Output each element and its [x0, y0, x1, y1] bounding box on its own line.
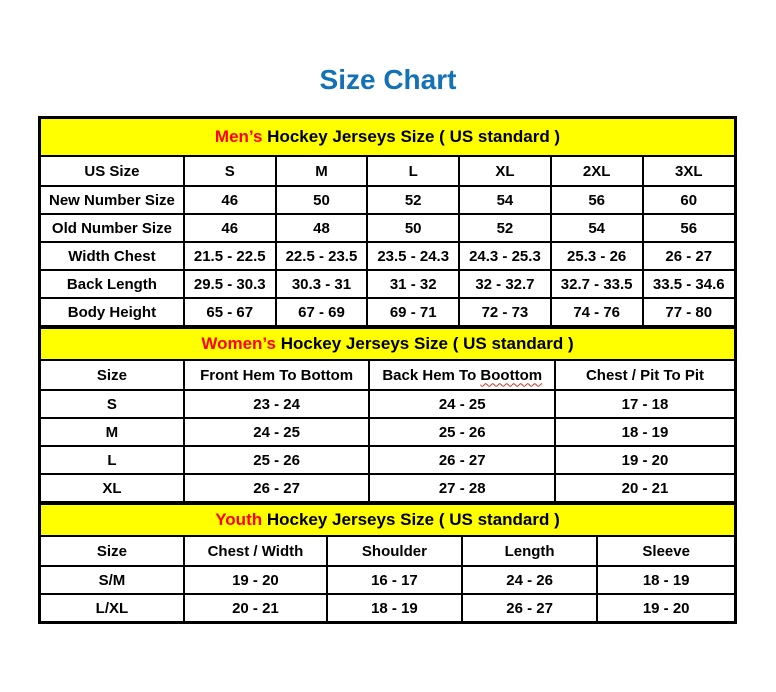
mens-column-header: S: [184, 156, 276, 186]
mens-title-accent: Men’s: [214, 127, 263, 147]
misspelled-word: Boottom: [480, 366, 543, 384]
header-text: Back Hem To: [382, 366, 481, 384]
size-value-cell: 25.3 - 26: [551, 242, 643, 270]
size-value-cell: 22.5 - 23.5: [276, 242, 368, 270]
size-value-cell: 25 - 26: [369, 418, 555, 446]
size-value-cell: 46: [184, 214, 276, 242]
size-value-cell: 52: [367, 186, 459, 214]
row-label: L/XL: [40, 594, 184, 622]
youth-section-title: [40, 504, 735, 536]
size-value-cell: 29.5 - 30.3: [184, 270, 276, 298]
mens-band-row: [40, 118, 735, 156]
row-label: XL: [40, 474, 184, 502]
size-value-cell: 16 - 17: [327, 566, 462, 594]
row-label: New Number Size: [40, 186, 184, 214]
womens-title-accent: Women’s: [201, 334, 276, 354]
size-value-cell: 74 - 76: [551, 298, 643, 326]
size-table-womens: [39, 327, 736, 503]
mens-column-header: M: [276, 156, 368, 186]
row-label: L: [40, 446, 184, 474]
size-tables-container: [38, 116, 737, 624]
size-value-cell: 23 - 24: [184, 390, 370, 418]
table-row: [40, 298, 735, 326]
youth-title-accent: Youth: [215, 510, 263, 530]
table-row: [40, 214, 735, 242]
size-value-cell: 54: [459, 186, 551, 214]
row-label: Body Height: [40, 298, 184, 326]
size-value-cell: 18 - 19: [597, 566, 735, 594]
youth-column-header: Size: [40, 536, 184, 566]
size-value-cell: 32 - 32.7: [459, 270, 551, 298]
table-row: [40, 474, 735, 502]
row-label: Width Chest: [40, 242, 184, 270]
womens-column-header: Size: [40, 360, 184, 390]
size-value-cell: 24 - 26: [462, 566, 598, 594]
mens-column-header: 3XL: [643, 156, 735, 186]
size-value-cell: 23.5 - 24.3: [367, 242, 459, 270]
size-value-cell: 20 - 21: [184, 594, 327, 622]
youth-column-header: Length: [462, 536, 598, 566]
mens-column-header: L: [367, 156, 459, 186]
size-value-cell: 25 - 26: [184, 446, 370, 474]
size-value-cell: 26 - 27: [643, 242, 735, 270]
size-value-cell: 56: [551, 186, 643, 214]
size-value-cell: 54: [551, 214, 643, 242]
size-value-cell: 50: [276, 186, 368, 214]
size-value-cell: 20 - 21: [555, 474, 735, 502]
table-row: [40, 446, 735, 474]
size-value-cell: 31 - 32: [367, 270, 459, 298]
womens-title-rest: Hockey Jerseys Size ( US standard ): [275, 334, 574, 354]
table-row: [40, 186, 735, 214]
size-value-cell: 19 - 20: [555, 446, 735, 474]
womens-section-title: [40, 328, 735, 360]
table-row: [40, 242, 735, 270]
size-value-cell: 60: [643, 186, 735, 214]
youth-column-header: Chest / Width: [184, 536, 327, 566]
size-value-cell: 21.5 - 22.5: [184, 242, 276, 270]
youth-title-rest: Hockey Jerseys Size ( US standard ): [262, 510, 560, 530]
womens-band-row: [40, 328, 735, 360]
mens-column-header: US Size: [40, 156, 184, 186]
row-label: Back Length: [40, 270, 184, 298]
size-value-cell: 26 - 27: [369, 446, 555, 474]
womens-column-header: Chest / Pit To Pit: [555, 360, 735, 390]
size-value-cell: 46: [184, 186, 276, 214]
table-row: [40, 270, 735, 298]
mens-column-header: XL: [459, 156, 551, 186]
youth-column-header: Shoulder: [327, 536, 462, 566]
size-value-cell: 24 - 25: [184, 418, 370, 446]
size-value-cell: 19 - 20: [184, 566, 327, 594]
size-value-cell: 26 - 27: [462, 594, 598, 622]
size-value-cell: 27 - 28: [369, 474, 555, 502]
womens-header-row: [40, 360, 735, 390]
size-value-cell: 77 - 80: [643, 298, 735, 326]
size-value-cell: 33.5 - 34.6: [643, 270, 735, 298]
size-value-cell: 17 - 18: [555, 390, 735, 418]
womens-column-header: Front Hem To Bottom: [184, 360, 370, 390]
size-value-cell: 56: [643, 214, 735, 242]
mens-title-rest: Hockey Jerseys Size ( US standard ): [262, 127, 561, 147]
size-value-cell: 26 - 27: [184, 474, 370, 502]
size-value-cell: 67 - 69: [276, 298, 368, 326]
size-table-mens: [39, 117, 736, 327]
size-value-cell: 32.7 - 33.5: [551, 270, 643, 298]
table-row: [40, 418, 735, 446]
size-value-cell: 30.3 - 31: [276, 270, 368, 298]
table-row: [40, 566, 735, 594]
row-label: S/M: [40, 566, 184, 594]
size-value-cell: 24 - 25: [369, 390, 555, 418]
table-row: [40, 594, 735, 622]
size-value-cell: 72 - 73: [459, 298, 551, 326]
size-table-youth: [39, 503, 736, 623]
row-label: M: [40, 418, 184, 446]
size-value-cell: 69 - 71: [367, 298, 459, 326]
size-value-cell: 50: [367, 214, 459, 242]
mens-header-row: [40, 156, 735, 186]
size-value-cell: 24.3 - 25.3: [459, 242, 551, 270]
size-value-cell: 65 - 67: [184, 298, 276, 326]
size-value-cell: 52: [459, 214, 551, 242]
row-label: Old Number Size: [40, 214, 184, 242]
youth-band-row: [40, 504, 735, 536]
table-row: [40, 390, 735, 418]
youth-header-row: [40, 536, 735, 566]
size-value-cell: 18 - 19: [327, 594, 462, 622]
youth-column-header: Sleeve: [597, 536, 735, 566]
page-title: Size Chart: [319, 64, 457, 95]
row-label: S: [40, 390, 184, 418]
womens-column-header: [369, 360, 555, 390]
size-value-cell: 19 - 20: [597, 594, 735, 622]
mens-column-header: 2XL: [551, 156, 643, 186]
size-value-cell: 18 - 19: [555, 418, 735, 446]
size-value-cell: 48: [276, 214, 368, 242]
mens-section-title: [40, 118, 735, 156]
